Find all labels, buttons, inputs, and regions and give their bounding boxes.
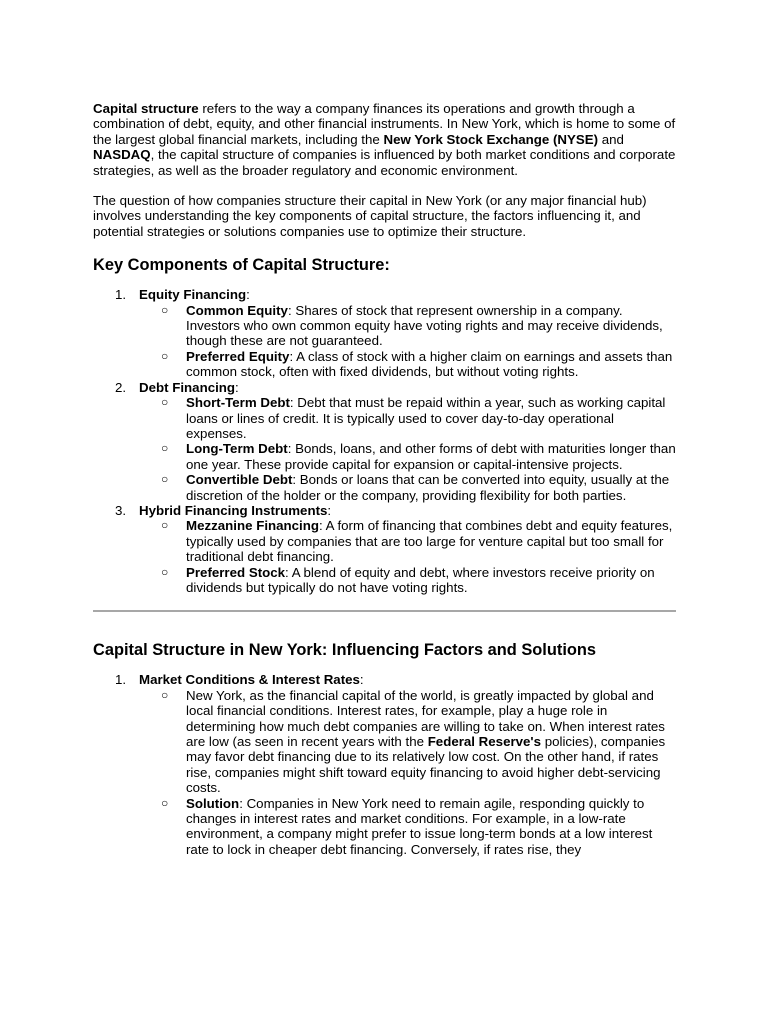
bullet-icon: ○ bbox=[161, 564, 169, 579]
intro-text-c: , the capital structure of companies is influenced by both market conditions and corporate strategies, as well as the broader regulatory and economic environment. bbox=[93, 147, 676, 178]
list-number: 3. bbox=[115, 502, 127, 518]
list-item-label: Debt Financing bbox=[139, 379, 236, 395]
bullet-icon: ○ bbox=[161, 302, 169, 317]
sub-item-text-a: New York, as the financial capital of the world, is greatly impacted by global and local financial conditions. Interest rates, for example, play a huge role in determining how much debt companies are willing to take on. When interest rates are low (as seen in recent years with the bbox=[186, 687, 665, 749]
sub-item-label: Preferred Equity bbox=[186, 348, 290, 364]
bullet-icon: ○ bbox=[161, 441, 169, 456]
sub-item-long-term-debt bbox=[139, 441, 678, 472]
bullet-icon: ○ bbox=[161, 348, 169, 363]
sub-item-convertible-debt bbox=[139, 472, 678, 503]
sub-item-text: : Companies in New York need to remain agile, responding quickly to changes in interest rates and market conditions. For example, in a low-rate environment, a company might prefer to issue long-term bonds at a low interest rate to lock in cheaper debt financing. Conversely, if rates rise, they bbox=[186, 795, 653, 857]
sub-list bbox=[139, 395, 678, 503]
sub-item-label: Solution bbox=[186, 795, 240, 811]
heading-new-york-section: Capital Structure in New York: Influencing Factors and Solutions bbox=[93, 641, 597, 660]
list-item-market-conditions bbox=[93, 672, 678, 857]
sub-item-interest-rate-impact bbox=[139, 688, 678, 796]
sub-item-solution bbox=[139, 796, 678, 858]
sub-item-preferred-equity bbox=[139, 349, 678, 380]
sub-list bbox=[139, 688, 678, 857]
list-number: 1. bbox=[115, 287, 127, 303]
sub-item-short-term-debt bbox=[139, 395, 678, 441]
section-divider bbox=[93, 610, 676, 612]
bullet-icon: ○ bbox=[161, 687, 169, 702]
sub-list bbox=[139, 303, 678, 380]
list-number: 1. bbox=[115, 672, 127, 688]
ny-factors-list bbox=[93, 672, 678, 857]
sub-item-text-b: policies), companies may favor debt financing due to its relatively low cost. On the other hand, if rates rise, companies might shift toward equity financing to avoid higher debt-servicing costs. bbox=[186, 734, 666, 796]
sub-item-label: Preferred Stock bbox=[186, 564, 286, 580]
term-capital-structure: Capital structure bbox=[93, 101, 199, 116]
sub-list bbox=[139, 518, 678, 595]
sub-item-common-equity bbox=[139, 303, 678, 349]
list-item-label: Market Conditions & Interest Rates bbox=[139, 672, 360, 688]
colon: : bbox=[246, 287, 250, 303]
sub-item-label: Convertible Debt bbox=[186, 472, 293, 488]
list-item-hybrid-financing bbox=[93, 503, 678, 595]
sub-item-text: : Bonds, loans, and other forms of debt with maturities longer than one year. These provide capital for expansion or capital-intensive projects. bbox=[186, 441, 676, 472]
sub-item-text: : A class of stock with a higher claim on earnings and assets than common stock, often with fixed dividends, but without voting rights. bbox=[186, 348, 673, 380]
intro-text-a: refers to the way a company finances its operations and growth through a combination of debt, equity, and other financial instruments. In New York, which is home to some of the largest global financial markets, including the bbox=[93, 101, 676, 147]
bullet-icon: ○ bbox=[161, 395, 169, 410]
list-item-equity-financing bbox=[93, 287, 678, 379]
sub-item-label: Mezzanine Financing bbox=[186, 518, 319, 534]
sub-item-preferred-stock bbox=[139, 565, 678, 596]
term-nasdaq: NASDAQ bbox=[93, 147, 151, 163]
term-nyse: New York Stock Exchange (NYSE) bbox=[383, 131, 599, 147]
sub-item-text: : A form of financing that combines debt and equity features, typically used by companies that are too large for venture capital but too small for traditional debt financing. bbox=[186, 518, 673, 565]
heading-key-components: Key Components of Capital Structure: bbox=[93, 256, 390, 275]
bullet-icon: ○ bbox=[161, 518, 169, 533]
bullet-icon: ○ bbox=[161, 795, 169, 810]
colon: : bbox=[359, 672, 364, 688]
key-components-list bbox=[93, 287, 678, 595]
intro-text-b: and bbox=[598, 131, 624, 147]
sub-item-text: : A blend of equity and debt, where investors receive priority on dividends but typically do not have voting rights. bbox=[186, 564, 655, 595]
sub-item-label: Short-Term Debt bbox=[186, 395, 290, 411]
intro-paragraph-1 bbox=[93, 101, 678, 178]
colon: : bbox=[235, 379, 239, 395]
sub-item-text: : Shares of stock that represent ownership in a company. Investors who own common equity have voting rights and may receive dividends, though these are not guaranteed. bbox=[186, 302, 663, 349]
intro-paragraph-2: The question of how companies structure their capital in New York (or any major financial hub) involves understanding the key components of capital structure, the factors influencing it, and potential strategies or solutions companies use to optimize their structure. bbox=[93, 193, 647, 239]
sub-item-label: Common Equity bbox=[186, 302, 288, 318]
list-item-debt-financing bbox=[93, 380, 678, 503]
sub-item-text: : Debt that must be repaid within a year, such as working capital loans or lines of credit. It is typically used to cover day-to-day operational expenses. bbox=[186, 395, 666, 441]
bullet-icon: ○ bbox=[161, 472, 169, 487]
sub-item-mezzanine-financing bbox=[139, 518, 678, 564]
sub-item-label: Long-Term Debt bbox=[186, 441, 288, 457]
document-page bbox=[93, 101, 678, 857]
term-federal-reserve: Federal Reserve's bbox=[427, 734, 541, 749]
sub-item-text: : Bonds or loans that can be converted into equity, usually at the discretion of the holder or the company, providing flexibility for both parties. bbox=[186, 472, 670, 503]
colon: : bbox=[327, 502, 332, 518]
list-item-label: Equity Financing bbox=[139, 287, 247, 303]
list-item-label: Hybrid Financing Instruments bbox=[139, 502, 328, 518]
list-number: 2. bbox=[115, 379, 127, 395]
